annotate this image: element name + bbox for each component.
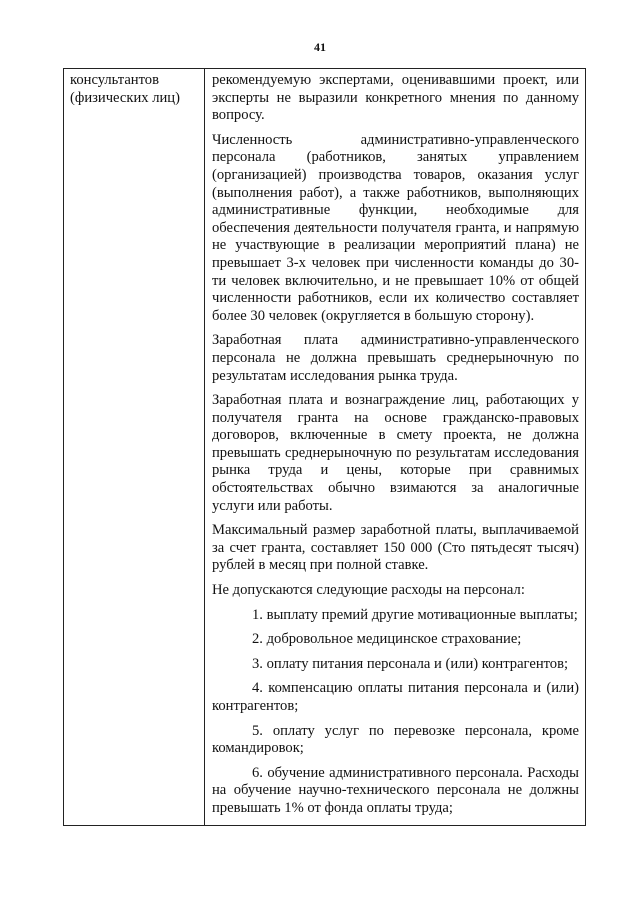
list-item: 2. добровольное медицинское страхование; [252,631,522,648]
list-item: 6. обучение административного персонала. Расходы на обучение научно-технического персонала не должны превышать 1% от фонда оплаты труда; [212,764,579,816]
list-item: 4. компенсацию оплаты питания персонала и (или) контрагентов; [212,680,579,714]
page-number: 41 [314,40,326,54]
list-item: 5. оплату услуг по перевозке персонала, кроме командировок; [212,722,579,757]
paragraph-staff-count: Численность административно-управленческого персонала (работников, занятых управлением (организацией) производства товаров, оказания услуг (выполнения работ), а также работников, выполняющих административные функции, необходимые для обеспечения деятельности получателя гранта, и напрямую не участвующие в реализации мероприятий плана) не превышает 3-х человек при численности команды до 30-ти человек включительно, и не превышает 10% от общей численности работников, если их количество составляет более 30 человек (округляется в большую сторону). [212,131,579,324]
requirements-table [63,68,586,826]
category-label-line2: (физических лиц) [70,89,180,106]
paragraph-max-salary: Максимальный размер заработной платы, выплачиваемой за счет гранта, составляет 150 000 (Сто пятьдесят тысяч) рублей в месяц при полной ставке. [212,522,579,574]
paragraph-contract-pay: Заработная плата и вознаграждение лиц, работающих у получателя гранта на основе гражданско-правовых договоров, включенные в смету проекта, не должна превышать среднерыночную по результатам исследования рынка труда и цены, которые при сравнимых обстоятельствах обычно взимаются за аналогичные услуги или работы. [212,392,579,514]
table-row [64,69,586,826]
paragraph-excluded-intro: Не допускаются следующие расходы на персонал: [212,582,525,599]
description-cell [205,69,586,826]
paragraph-admin-salary: Заработная плата административно-управленческого персонала не должна превышать среднерыночную по результатам исследования рынка труда. [212,332,579,384]
category-label-line1: консультантов [70,72,159,88]
list-item: 3. оплату питания персонала и (или) контрагентов; [252,655,569,672]
paragraph-continuation: рекомендуемую экспертами, оценивавшими проект, или эксперты не выразили конкретного мнения по данному вопросу. [212,72,579,124]
list-item: 1. выплату премий другие мотивационные выплаты; [252,606,578,623]
category-cell [64,69,205,826]
